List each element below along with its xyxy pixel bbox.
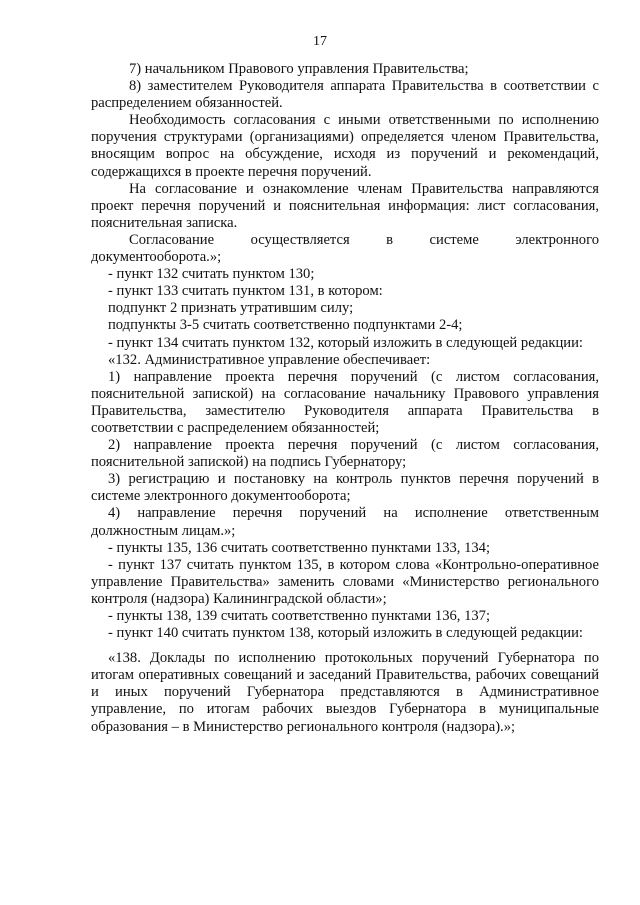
- paragraph: - пункт 132 считать пунктом 130;: [108, 266, 315, 283]
- paragraph: 4) направление перечня поручений на исполнение ответственным должностным лицам.»;: [91, 505, 599, 539]
- paragraph: - пункты 135, 136 считать соответственно пунктами 133, 134;: [108, 539, 491, 556]
- document-body: [91, 61, 599, 736]
- paragraph: - пункт 134 считать пунктом 132, который изложить в следующей редакции:: [108, 334, 583, 351]
- paragraph: 3) регистрацию и постановку на контроль пунктов перечня поручений в системе электронного документооборота;: [91, 471, 599, 505]
- page-number: 17: [313, 34, 327, 49]
- paragraph: Необходимость согласования с иными ответственными по исполнению поручения структурами (организациями) определяется членом Правительства, вносящим вопрос на обсуждение, исходя из поручений и рекомендаций, содержащихся в проекте перечня поручений.: [91, 112, 599, 180]
- paragraph: Согласование осуществляется в системе электронного документооборота.»;: [91, 231, 599, 266]
- paragraph: 7) начальником Правового управления Правительства;: [129, 61, 469, 77]
- paragraph: «138. Доклады по исполнению протокольных поручений Губернатора по итогам оперативных совещаний и заседаний Правительства, рабочих совещаний и иных поручений Губернатора представляются в Административное управление, по итогам рабочих выездов Губернатора в муниципальные образования – в Министерство регионального контроля (надзора).»;: [91, 650, 599, 735]
- paragraph: На согласование и ознакомление членам Правительства направляются проект перечня поручений и пояснительная информация: лист согласования, пояснительная записка.: [91, 180, 599, 231]
- paragraph: 2) направление проекта перечня поручений (с листом согласования, пояснительной запиской) на подпись Губернатору;: [91, 437, 599, 471]
- paragraph: 1) направление проекта перечня поручений (с листом согласования, пояснительной запиской) на согласование начальнику Правового управления Правительства, заместителю Руководителя аппарата Правительства в соответствии с распределением обязанностей;: [91, 368, 599, 436]
- paragraph: - пункт 133 считать пунктом 131, в котором:: [108, 283, 383, 300]
- paragraph: - пункт 140 считать пунктом 138, который изложить в следующей редакции:: [108, 625, 583, 642]
- paragraph: - пункты 138, 139 считать соответственно пунктами 136, 137;: [108, 608, 491, 624]
- paragraph: - пункт 137 считать пунктом 135, в котором слова «Контрольно-оперативное управление Правительства» заменить словами «Министерство регионального контроля (надзора) Калининградской области»;: [91, 556, 599, 607]
- paragraph: подпункты 3-5 считать соответственно подпунктами 2-4;: [108, 317, 463, 334]
- paragraph: подпункт 2 признать утратившим силу;: [108, 300, 354, 317]
- paragraph: «132. Административное управление обеспечивает:: [108, 351, 431, 368]
- paragraph: 8) заместителем Руководителя аппарата Правительства в соответствии с распределением обязанностей.: [91, 78, 599, 112]
